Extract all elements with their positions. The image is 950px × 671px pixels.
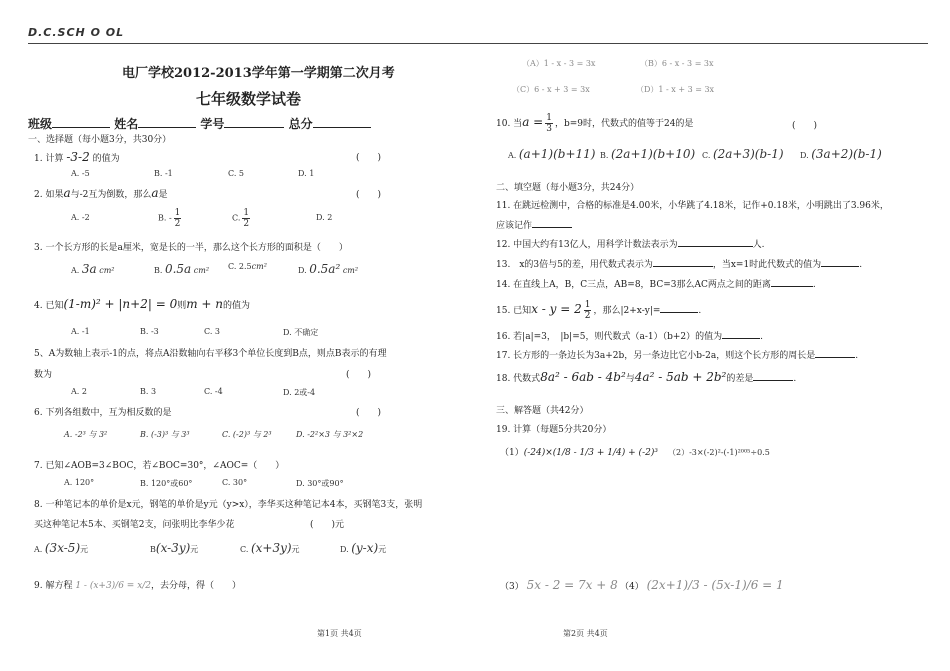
question-13: 13. x的3倍与5的差，用代数式表示为 ，当x=1时此代数式的值为 . xyxy=(496,260,863,270)
q9-option-a: （A）1 - x - 3 = 3x xyxy=(522,59,596,68)
question-10-paren: ( ) xyxy=(792,121,818,131)
q5-option-c: C. -4 xyxy=(204,387,223,396)
q1-option-c: C. 5 xyxy=(228,169,245,178)
student-info-row xyxy=(28,115,371,132)
q8-option-d: D. (y-x)元 xyxy=(340,541,387,555)
question-1-paren: ( ) xyxy=(356,153,382,163)
name-field[interactable] xyxy=(138,127,196,128)
q5-option-d: D. 2或-4 xyxy=(283,388,316,397)
q1-option-a: A. -5 xyxy=(71,169,90,178)
question-18: 18. 代数式8a² - 6ab - 4b²与4a² - 5ab + 2b²的差是 . xyxy=(496,370,797,384)
q10-option-d: D. (3a+2)(b-1) xyxy=(800,147,882,161)
q7-option-d: D. 30°或90° xyxy=(296,479,344,488)
question-8-line2: 买这种笔记本5本、买钢笔2支，问张明比李华少花 xyxy=(34,520,235,530)
q8-option-b: B(x-3y)元 xyxy=(150,541,199,555)
q8-option-a: A. (3x-5)元 xyxy=(34,541,89,555)
question-6: 6. 下列各组数中，互为相反数的是 xyxy=(34,408,172,418)
q6-option-b: B. (-3)³ 与 3³ xyxy=(140,430,190,439)
q1-option-b: B. -1 xyxy=(154,169,173,178)
question-19-2: （2）-3×(-2)²-(-1)²⁰⁰⁵÷0.5 xyxy=(668,448,770,457)
question-8-paren: ( )元 xyxy=(310,520,345,530)
q2-option-a: A. -2 xyxy=(71,213,90,222)
q6-option-d: D. -2²×3 与 3²×2 xyxy=(296,430,364,439)
q1-option-d: D. 1 xyxy=(298,169,315,178)
question-6-paren: ( ) xyxy=(356,408,382,418)
q3-option-c: C. 2.5cm² xyxy=(228,262,267,271)
q8-option-c: C. (x+3y)元 xyxy=(240,541,300,555)
q5-option-b: B. 3 xyxy=(140,387,157,396)
question-2-paren: ( ) xyxy=(356,190,382,200)
question-9: 9. 解方程 1 - (x+3)/6 = x/2，去分母，得（ ） xyxy=(34,581,242,591)
q17-answer-blank[interactable] xyxy=(815,357,855,358)
question-19-3: （3） 5x - 2 = 7x + 8 xyxy=(500,578,618,592)
q13-answer-blank-2[interactable] xyxy=(821,266,859,267)
q7-option-a: A. 120° xyxy=(64,478,95,487)
question-5-line2: 数为 xyxy=(34,370,53,380)
q15-answer-blank[interactable] xyxy=(660,312,698,313)
q14-answer-blank[interactable] xyxy=(771,286,813,287)
question-19: 19. 计算（每题5分共20分） xyxy=(496,425,612,435)
class-field[interactable] xyxy=(52,127,110,128)
page-footer-right: 第2页 共4页 xyxy=(563,629,608,638)
q6-option-a: A. -2³ 与 3² xyxy=(64,430,108,439)
q4-option-b: B. -3 xyxy=(140,327,159,336)
q7-option-b: B. 120°或60° xyxy=(140,479,193,488)
question-14: 14. 在直线上A，B，C三点，AB=8，BC=3那么AC两点之间的距离 . xyxy=(496,280,816,290)
q10-option-b: B. (2a+1)(b+10) xyxy=(600,147,696,161)
school-logo: D.C.SCH O OL xyxy=(28,26,125,39)
score-field[interactable] xyxy=(313,127,371,128)
page-footer-left: 第1页 共4页 xyxy=(317,629,362,638)
question-11: 11. 在跳远检测中，合格的标准是4.00米，小华跳了4.18米，记作+0.18米，小明跳出了3.96米， xyxy=(496,201,889,211)
exam-title: 电厂学校2012-2013学年第一学期第二次月考 xyxy=(122,66,395,81)
question-7: 7. 已知∠AOB=3∠BOC，若∠BOC=30°，∠AOC=（ ） xyxy=(34,461,285,471)
question-17: 17. 长方形的一条边长为3a+2b，另一条边比它小b-2a，则这个长方形的周长是 . xyxy=(496,351,859,361)
question-11-line2: 应该记作 xyxy=(496,218,572,231)
question-16: 16. 若|a|=3， |b|=5，则代数式（a-1）（b+2）的值为 . xyxy=(496,332,764,342)
q2-option-b: B. - $\frac{1}{2}$ xyxy=(158,208,181,229)
question-12: 12. 中国大约有13亿人，用科学计数法表示为 人. xyxy=(496,240,765,250)
q12-answer-blank[interactable] xyxy=(678,246,753,247)
q11-answer-blank[interactable] xyxy=(532,227,572,228)
class-label: 班级 xyxy=(28,117,53,131)
q9-option-b: （B）6 - x - 3 = 3x xyxy=(640,59,714,68)
q10-option-c: C. (2a+3)(b-1) xyxy=(702,147,784,161)
number-field[interactable] xyxy=(224,127,284,128)
question-4: 4. 已知(1-m)² + |n+2| = 0则m + n的值为 xyxy=(34,297,251,311)
question-19-1: （1）(-24)×(1/8 - 1/3 + 1/4) + (-2)³ xyxy=(500,448,658,458)
question-19-4: （4） (2x+1)/3 - (5x-1)/6 = 1 xyxy=(620,578,784,592)
header-divider xyxy=(28,43,928,44)
question-15: 15. 已知x - y = 2 $\frac{1}{2}$ ，那么|2+x-y|= . xyxy=(496,300,702,321)
question-8: 8. 一种笔记本的单价是x元，钢笔的单价是y元（y>x），李华买这种笔记本4本，买钢笔3支，张明 xyxy=(34,500,423,510)
q2-option-c: C. $\frac{1}{2}$ xyxy=(232,208,250,229)
name-label: 姓名 xyxy=(114,117,139,131)
q3-option-a: A. 3a cm² xyxy=(71,262,115,276)
section-3-heading: 三、解答题（共42分） xyxy=(496,406,589,416)
section-2-heading: 二、填空题（每小题3分，共24分） xyxy=(496,183,640,193)
question-10: 10. 当a = $\frac{1}{3}$ ，b=9时，代数式的值等于24的是 xyxy=(496,113,694,134)
question-5: 5、A为数轴上表示-1的点，将点A沿数轴向右平移3个单位长度到B点，则点B表示的有理 xyxy=(34,349,387,359)
q4-option-d: D. 不确定 xyxy=(283,328,319,337)
q10-option-a: A. (a+1)(b+11) xyxy=(508,147,596,161)
q4-option-c: C. 3 xyxy=(204,327,221,336)
question-2: 2. 如果a与-2互为倒数，那么a是 xyxy=(34,186,168,200)
q18-answer-blank[interactable] xyxy=(753,380,793,381)
q3-option-b: B. 0.5a cm² xyxy=(154,262,210,276)
question-1: 1. 计算 -3-2 的值为 xyxy=(34,150,120,164)
section-1-heading: 一、选择题（每小题3分，共30分） xyxy=(28,135,172,145)
q7-option-c: C. 30° xyxy=(222,478,248,487)
q5-option-a: A. 2 xyxy=(71,387,87,396)
number-label: 学号 xyxy=(200,117,225,131)
q13-answer-blank-1[interactable] xyxy=(653,266,713,267)
q6-option-c: C. (-2)³ 与 2³ xyxy=(222,430,272,439)
q4-option-a: A. -1 xyxy=(71,327,90,336)
question-3: 3. 一个长方形的长是a厘米，宽是长的一半，那么这个长方形的面积是（ ） xyxy=(34,243,348,253)
q2-option-d: D. 2 xyxy=(316,213,333,222)
q9-option-d: （D）1 - x + 3 = 3x xyxy=(636,85,715,94)
question-5-paren: ( ) xyxy=(346,370,372,380)
exam-subtitle: 七年级数学试卷 xyxy=(196,90,302,108)
score-label: 总分 xyxy=(288,117,313,131)
q3-option-d: D. 0.5a² cm² xyxy=(298,262,359,276)
q16-answer-blank[interactable] xyxy=(722,338,760,339)
q9-option-c: （C）6 - x + 3 = 3x xyxy=(512,85,590,94)
